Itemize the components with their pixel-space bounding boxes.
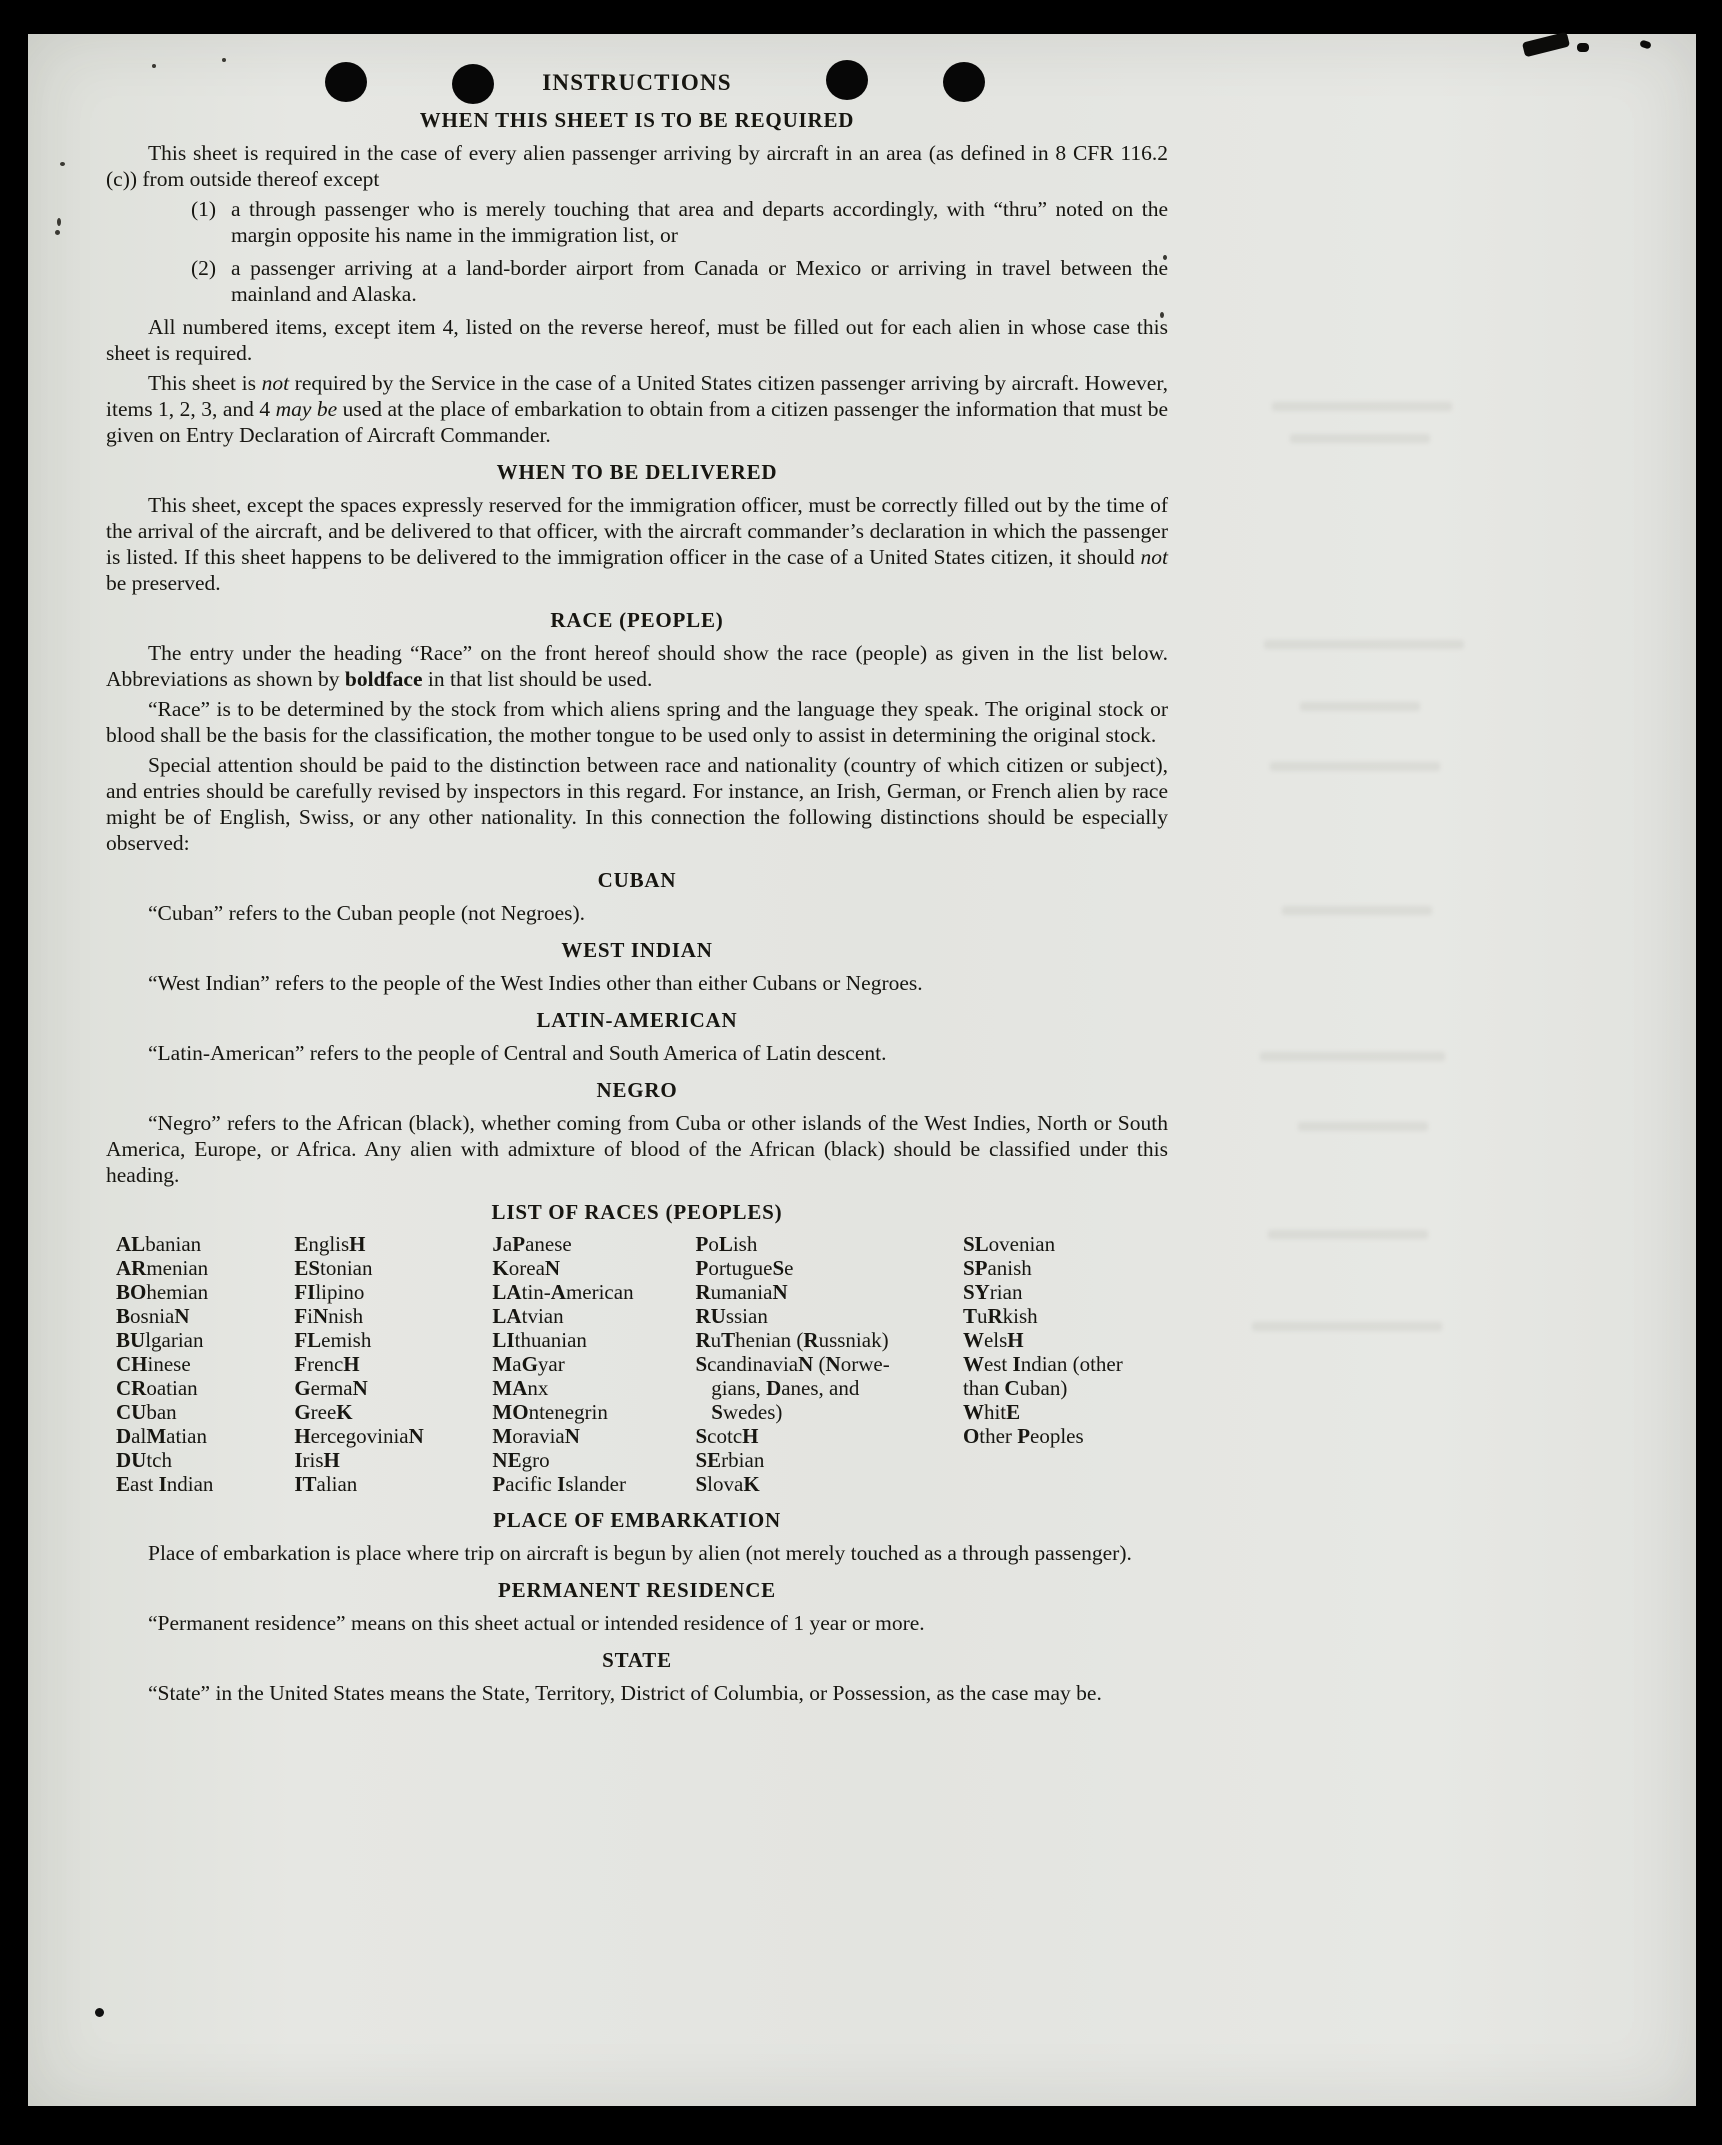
para-state: “State” in the United States means the State, Territory, District of Columbia, or Possession, as the case may be. bbox=[148, 1681, 1102, 1705]
para-west-indian: “West Indian” refers to the people of the West Indies other than either Cubans or Negroes. bbox=[148, 971, 923, 995]
para-race-2: “Race” is to be determined by the stock from which aliens spring and the language they speak. The original stock or blood shall be the basis for the classification, the mother tongue to be used only to assist in determining the original stock. bbox=[106, 697, 1168, 747]
bleed-through bbox=[1300, 702, 1420, 711]
ink-speck bbox=[222, 58, 226, 62]
bleed-through bbox=[1290, 434, 1430, 443]
bleed-through bbox=[1282, 906, 1432, 915]
heading-when-delivered: WHEN TO BE DELIVERED bbox=[496, 460, 778, 484]
heading-state: STATE bbox=[602, 1648, 672, 1672]
heading-cuban: CUBAN bbox=[597, 868, 677, 892]
bleed-through bbox=[1264, 640, 1464, 649]
para-latin-american: “Latin-American” refers to the people of Central and South America of Latin descent. bbox=[148, 1041, 887, 1065]
bleed-through bbox=[1270, 762, 1440, 771]
ink-speck bbox=[55, 230, 60, 235]
item-text: a passenger arriving at a land-border airport from Canada or Mexico or arriving in travel between the mainland and Alaska. bbox=[231, 256, 1168, 306]
race-item: SLovenian bbox=[962, 1232, 1056, 1256]
race-item: EStonian bbox=[294, 1256, 373, 1280]
race-item: than Cuban) bbox=[962, 1376, 1068, 1400]
race-item: gians, Danes, and bbox=[695, 1376, 860, 1400]
item-text: a through passenger who is merely touching that area and departs accordingly, with “thru” noted on the margin opposite his name in the immigration list, or bbox=[231, 197, 1168, 247]
race-item: PortugueSe bbox=[695, 1256, 794, 1280]
item-number: (2) bbox=[191, 256, 217, 280]
race-item: LIthuanian bbox=[492, 1328, 587, 1352]
race-item: JaPanese bbox=[492, 1232, 572, 1256]
bleed-through bbox=[1268, 1230, 1428, 1239]
bleed-through bbox=[1298, 1122, 1428, 1131]
race-item: ARmenian bbox=[116, 1256, 209, 1280]
race-item: FLemish bbox=[294, 1328, 372, 1352]
heading-negro: NEGRO bbox=[596, 1078, 678, 1102]
race-item: CUban bbox=[116, 1400, 177, 1424]
race-item: PoLish bbox=[695, 1232, 758, 1256]
races-column bbox=[294, 1232, 492, 1496]
race-item: SYrian bbox=[962, 1280, 1023, 1304]
race-item: BOhemian bbox=[116, 1280, 209, 1304]
para-required-intro: This sheet is required in the case of every alien passenger arriving by aircraft in an area (as defined in 8 CFR 116.2 (c)) from outside thereof except bbox=[106, 141, 1168, 191]
race-item: Swedes) bbox=[711, 1400, 783, 1424]
race-item: IrisH bbox=[294, 1448, 340, 1472]
para-cuban: “Cuban” refers to the Cuban people (not Negroes). bbox=[148, 901, 586, 925]
heading-permanent-residence: PERMANENT RESIDENCE bbox=[498, 1578, 776, 1602]
race-item: GermaN bbox=[294, 1376, 368, 1400]
race-item: NEgro bbox=[492, 1448, 550, 1472]
races-column bbox=[963, 1232, 1168, 1496]
para-residence: “Permanent residence” means on this sheet actual or intended residence of 1 year or more. bbox=[148, 1611, 925, 1635]
list-item bbox=[191, 255, 1168, 307]
race-item: MaGyar bbox=[492, 1352, 565, 1376]
ink-mark bbox=[1577, 43, 1589, 52]
scanned-page bbox=[28, 34, 1696, 2106]
race-item: RumaniaN bbox=[695, 1280, 788, 1304]
race-item: ITalian bbox=[294, 1472, 358, 1496]
ink-speck bbox=[152, 64, 156, 68]
race-item: ALbanian bbox=[116, 1232, 202, 1256]
race-item: ScandinaviaN (Norwe- bbox=[695, 1352, 890, 1376]
document-content bbox=[106, 70, 1168, 1710]
race-item: LAtvian bbox=[492, 1304, 564, 1328]
para-embarkation: Place of embarkation is place where trip on aircraft is begun by alien (not merely touched as a through passenger). bbox=[148, 1541, 1132, 1565]
races-column bbox=[695, 1232, 962, 1496]
race-item: FiNnish bbox=[294, 1304, 364, 1328]
para-race-1: The entry under the heading “Race” on the front hereof should show the race (people) as given in the list below. Abbreviations as shown by boldface in that list should be used. bbox=[106, 641, 1168, 691]
race-item: EnglisH bbox=[294, 1232, 366, 1256]
race-item: East Indian bbox=[116, 1472, 214, 1496]
heading-race-people: RACE (PEOPLE) bbox=[550, 608, 724, 632]
heading-latin-american: LATIN-AMERICAN bbox=[536, 1008, 738, 1032]
race-item: LAtin-American bbox=[492, 1280, 634, 1304]
heading-list-of-races: LIST OF RACES (PEOPLES) bbox=[491, 1200, 783, 1224]
bleed-through bbox=[1252, 1322, 1442, 1331]
ink-mark bbox=[1639, 39, 1652, 49]
race-item: KoreaN bbox=[492, 1256, 561, 1280]
item-number: (1) bbox=[191, 197, 217, 221]
race-item: HercegoviniaN bbox=[294, 1424, 424, 1448]
race-item: DUtch bbox=[116, 1448, 172, 1472]
race-item: RuThenian (Russniak) bbox=[695, 1328, 889, 1352]
race-item: TuRkish bbox=[962, 1304, 1038, 1328]
race-item: CHinese bbox=[116, 1352, 191, 1376]
races-column bbox=[492, 1232, 695, 1496]
race-item: West Indian (other bbox=[962, 1352, 1123, 1376]
doc-title: INSTRUCTIONS bbox=[542, 70, 732, 95]
race-item: DalMatian bbox=[116, 1424, 207, 1448]
ink-mark bbox=[1522, 32, 1570, 58]
race-item: SPanish bbox=[962, 1256, 1032, 1280]
race-item: MoraviaN bbox=[492, 1424, 580, 1448]
race-item: RUssian bbox=[695, 1304, 768, 1328]
race-item: Pacific Islander bbox=[492, 1472, 626, 1496]
race-item: GreeK bbox=[294, 1400, 353, 1424]
bleed-through bbox=[1272, 402, 1452, 411]
race-item: FIlipino bbox=[294, 1280, 365, 1304]
race-item: MOntenegrin bbox=[492, 1400, 608, 1424]
para-negro: “Negro” refers to the African (black), whether coming from Cuba or other islands of the West Indies, North or South America, Europe, or Africa. Any alien with admixture of blood of the African (black) should be classified under this heading. bbox=[106, 1111, 1168, 1187]
race-item: BUlgarian bbox=[116, 1328, 204, 1352]
para-all-items: All numbered items, except item 4, listed on the reverse hereof, must be filled out for each alien in whose case this sheet is required. bbox=[106, 315, 1168, 365]
heading-place-of-embarkation: PLACE OF EMBARKATION bbox=[493, 1508, 781, 1532]
para-race-3: Special attention should be paid to the distinction between race and nationality (country of which citizen or subject), and entries should be carefully revised by inspectors in this regard. For instance, an Irish, German, or French alien by race might be of English, Swiss, or any other nationality. In this connection the following distinctions should be especially observed: bbox=[106, 753, 1168, 855]
ink-speck bbox=[57, 218, 61, 226]
heading-when-required: WHEN THIS SHEET IS TO BE REQUIRED bbox=[419, 108, 855, 132]
race-item: SlovaK bbox=[695, 1472, 760, 1496]
races-columns bbox=[106, 1232, 1168, 1496]
race-item: BosniaN bbox=[116, 1304, 190, 1328]
ink-speck bbox=[60, 162, 65, 166]
para-delivered: This sheet, except the spaces expressly reserved for the immigration officer, must be correctly filled out by the time of the arrival of the aircraft, and be delivered to that officer, with the aircraft commander’s declaration in which the passenger is listed. If this sheet happens to be delivered to the immigration officer in the case of a United States citizen, it should not be preserved. bbox=[106, 493, 1168, 595]
heading-west-indian: WEST INDIAN bbox=[561, 938, 713, 962]
bleed-through bbox=[1260, 1052, 1445, 1061]
race-item: WelsH bbox=[962, 1328, 1024, 1352]
ink-dot bbox=[95, 2008, 104, 2017]
race-item: MAnx bbox=[492, 1376, 549, 1400]
race-item: ScotcH bbox=[695, 1424, 759, 1448]
list-item bbox=[191, 196, 1168, 248]
races-column bbox=[116, 1232, 294, 1496]
numbered-list bbox=[191, 196, 1168, 307]
race-item: WhitE bbox=[962, 1400, 1021, 1424]
race-item: SErbian bbox=[695, 1448, 765, 1472]
race-item: Other Peoples bbox=[962, 1424, 1084, 1448]
para-not-required: This sheet is not required by the Service in the case of a United States citizen passenger arriving by aircraft. However, items 1, 2, 3, and 4 may be used at the place of embarkation to obtain from a citizen passenger the information that must be given on Entry Declaration of Aircraft Commander. bbox=[106, 371, 1169, 447]
race-item: CRoatian bbox=[116, 1376, 198, 1400]
race-item: FrencH bbox=[294, 1352, 360, 1376]
